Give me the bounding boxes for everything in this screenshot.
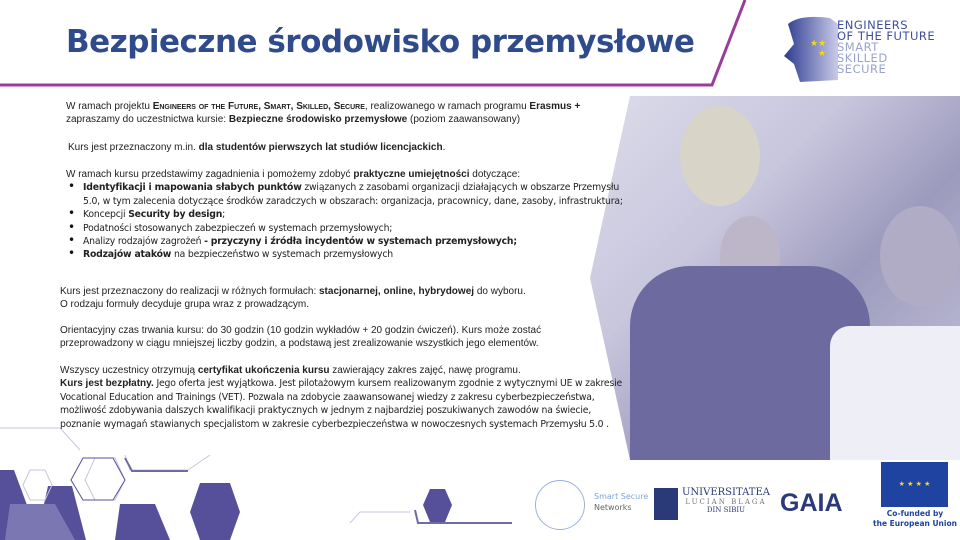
list-item: • Analizy rodzajów zagrożeń - przyczyny i źródła incydentów w systemach przemysłowych; [66,235,636,248]
head-silhouette-icon [780,14,840,84]
svg-text:★★: ★★ [810,38,827,48]
eu-flag-icon: ★ ★ ★ ★ [881,462,948,507]
certificate-paragraph: Wszyscy uczestnicy otrzymują certyfikat ukończenia kursu zawierający zakres zajęć, nawę programu. Kurs jest bezpłatny. Jego oferta jest wyjątkowa. Jest pilotażowym kursem realizowanym zgodnie z wytycznymi UE w zakresie Vocational Education and Trainings (VET). Pozwala na zdobycie zaawansowanej wiedzy z zakresu cyberbezpieczeństwa, możliwość zdobywania dalszych kwalifikacji praktycznych w jednym z najbardziej poszukiwanych zawodów na świecie, poznanie wymagań stawianych specjalistom w zakresie cyberbezpieczeństwa w nowoczesnych systemach Przemysłu 5.0 . [60,365,623,430]
svg-text:★: ★ [818,48,827,58]
topics-section: W ramach kursu przedstawimy zagadnienia i pomożemy zdobyć praktyczne umiejętności dotyczące: • Identyfikacji i mapowania słabych punktów związanych z zasobami organizacji działających w obszarze Przemysłu 5.0, w tym zalecenia dotyczące środków zaradczych w obszarach: organizacja, pracownicy, dane, zasoby, infrastruktura; • Koncepcji Security by design; • Podatności stosowanych zabezpieczeń w systemach przemysłowych; • Analizy rodzajów zagrożeń - przyczyny i źródła incydentów w systemach przemysłowych; • Rodzajów ataków na bezpieczeństwo w systemach przemysłowych [66,168,636,262]
list-item: • Rodzajów ataków na bezpieczeństwo w systemach przemysłowych [66,248,636,261]
list-item: • Podatności stosowanych zabezpieczeń w systemach przemysłowych; [66,222,636,235]
intro-paragraph: W ramach projektu Engineers of the Future, Smart, Skilled, Secure, realizowanego w ramach programu Erasmus + zapraszamy do uczestnictwa kursie: Bezpieczne środowisko przemysłowe (poziom zaawansowany) [66,101,581,126]
gaia-logo: GAIA [780,489,843,517]
eu-cofunded-label: Co-funded by the European Union [873,509,957,528]
engineers-of-the-future-logo [780,14,950,84]
smart-secure-networks-logo: Smart Secure Networks [594,492,649,512]
duration-paragraph: Orientacyjny czas trwania kursu: do 30 godzin (10 godzin wykładów + 20 godzin ćwiczeń). Kurs może zostać przeprowadzony w ciągu mniejszej liczby godzin, a podstawą jest zrealizowanie wszystkich jego elementów. [60,325,542,350]
forms-paragraph: Kurs jest przeznaczony do realizacji w różnych formułach: stacjonarnej, online, hybrydowej do wyboru. O rodzaju formuły decyduje grupa wraz z prowadzącym. [60,286,526,311]
logo-line: OF THE FUTURE [837,29,936,43]
ulbs-crest-icon [654,488,678,520]
ulbs-logo: UNIVERSITATEA LUCIAN BLAGA DIN SIBIU [682,487,770,514]
logo-line: ENGINEERS [837,18,909,32]
list-item: • Identyfikacji i mapowania słabych punktów związanych z zasobami organizacji działających w obszarze Przemysłu 5.0, w tym zalecenia dotyczące środków zaradczych w obszarach: organizacja, pracownicy, dane, zasoby, infrastruktura; [66,181,636,208]
topics-list [66,181,636,261]
list-item: • Koncepcji Security by design; [66,208,636,221]
logo-line: SKILLED [837,51,888,65]
smart-secure-networks-globe-icon [535,480,585,530]
logo-line: SMART [837,40,879,54]
hero-photo-students [590,96,960,460]
audience-paragraph: Kurs jest przeznaczony m.in. dla studentów pierwszych lat studiów licencjackich. [68,142,446,153]
page-title: Bezpieczne środowisko przemysłowe [66,24,695,60]
logo-line: SECURE [837,62,887,76]
